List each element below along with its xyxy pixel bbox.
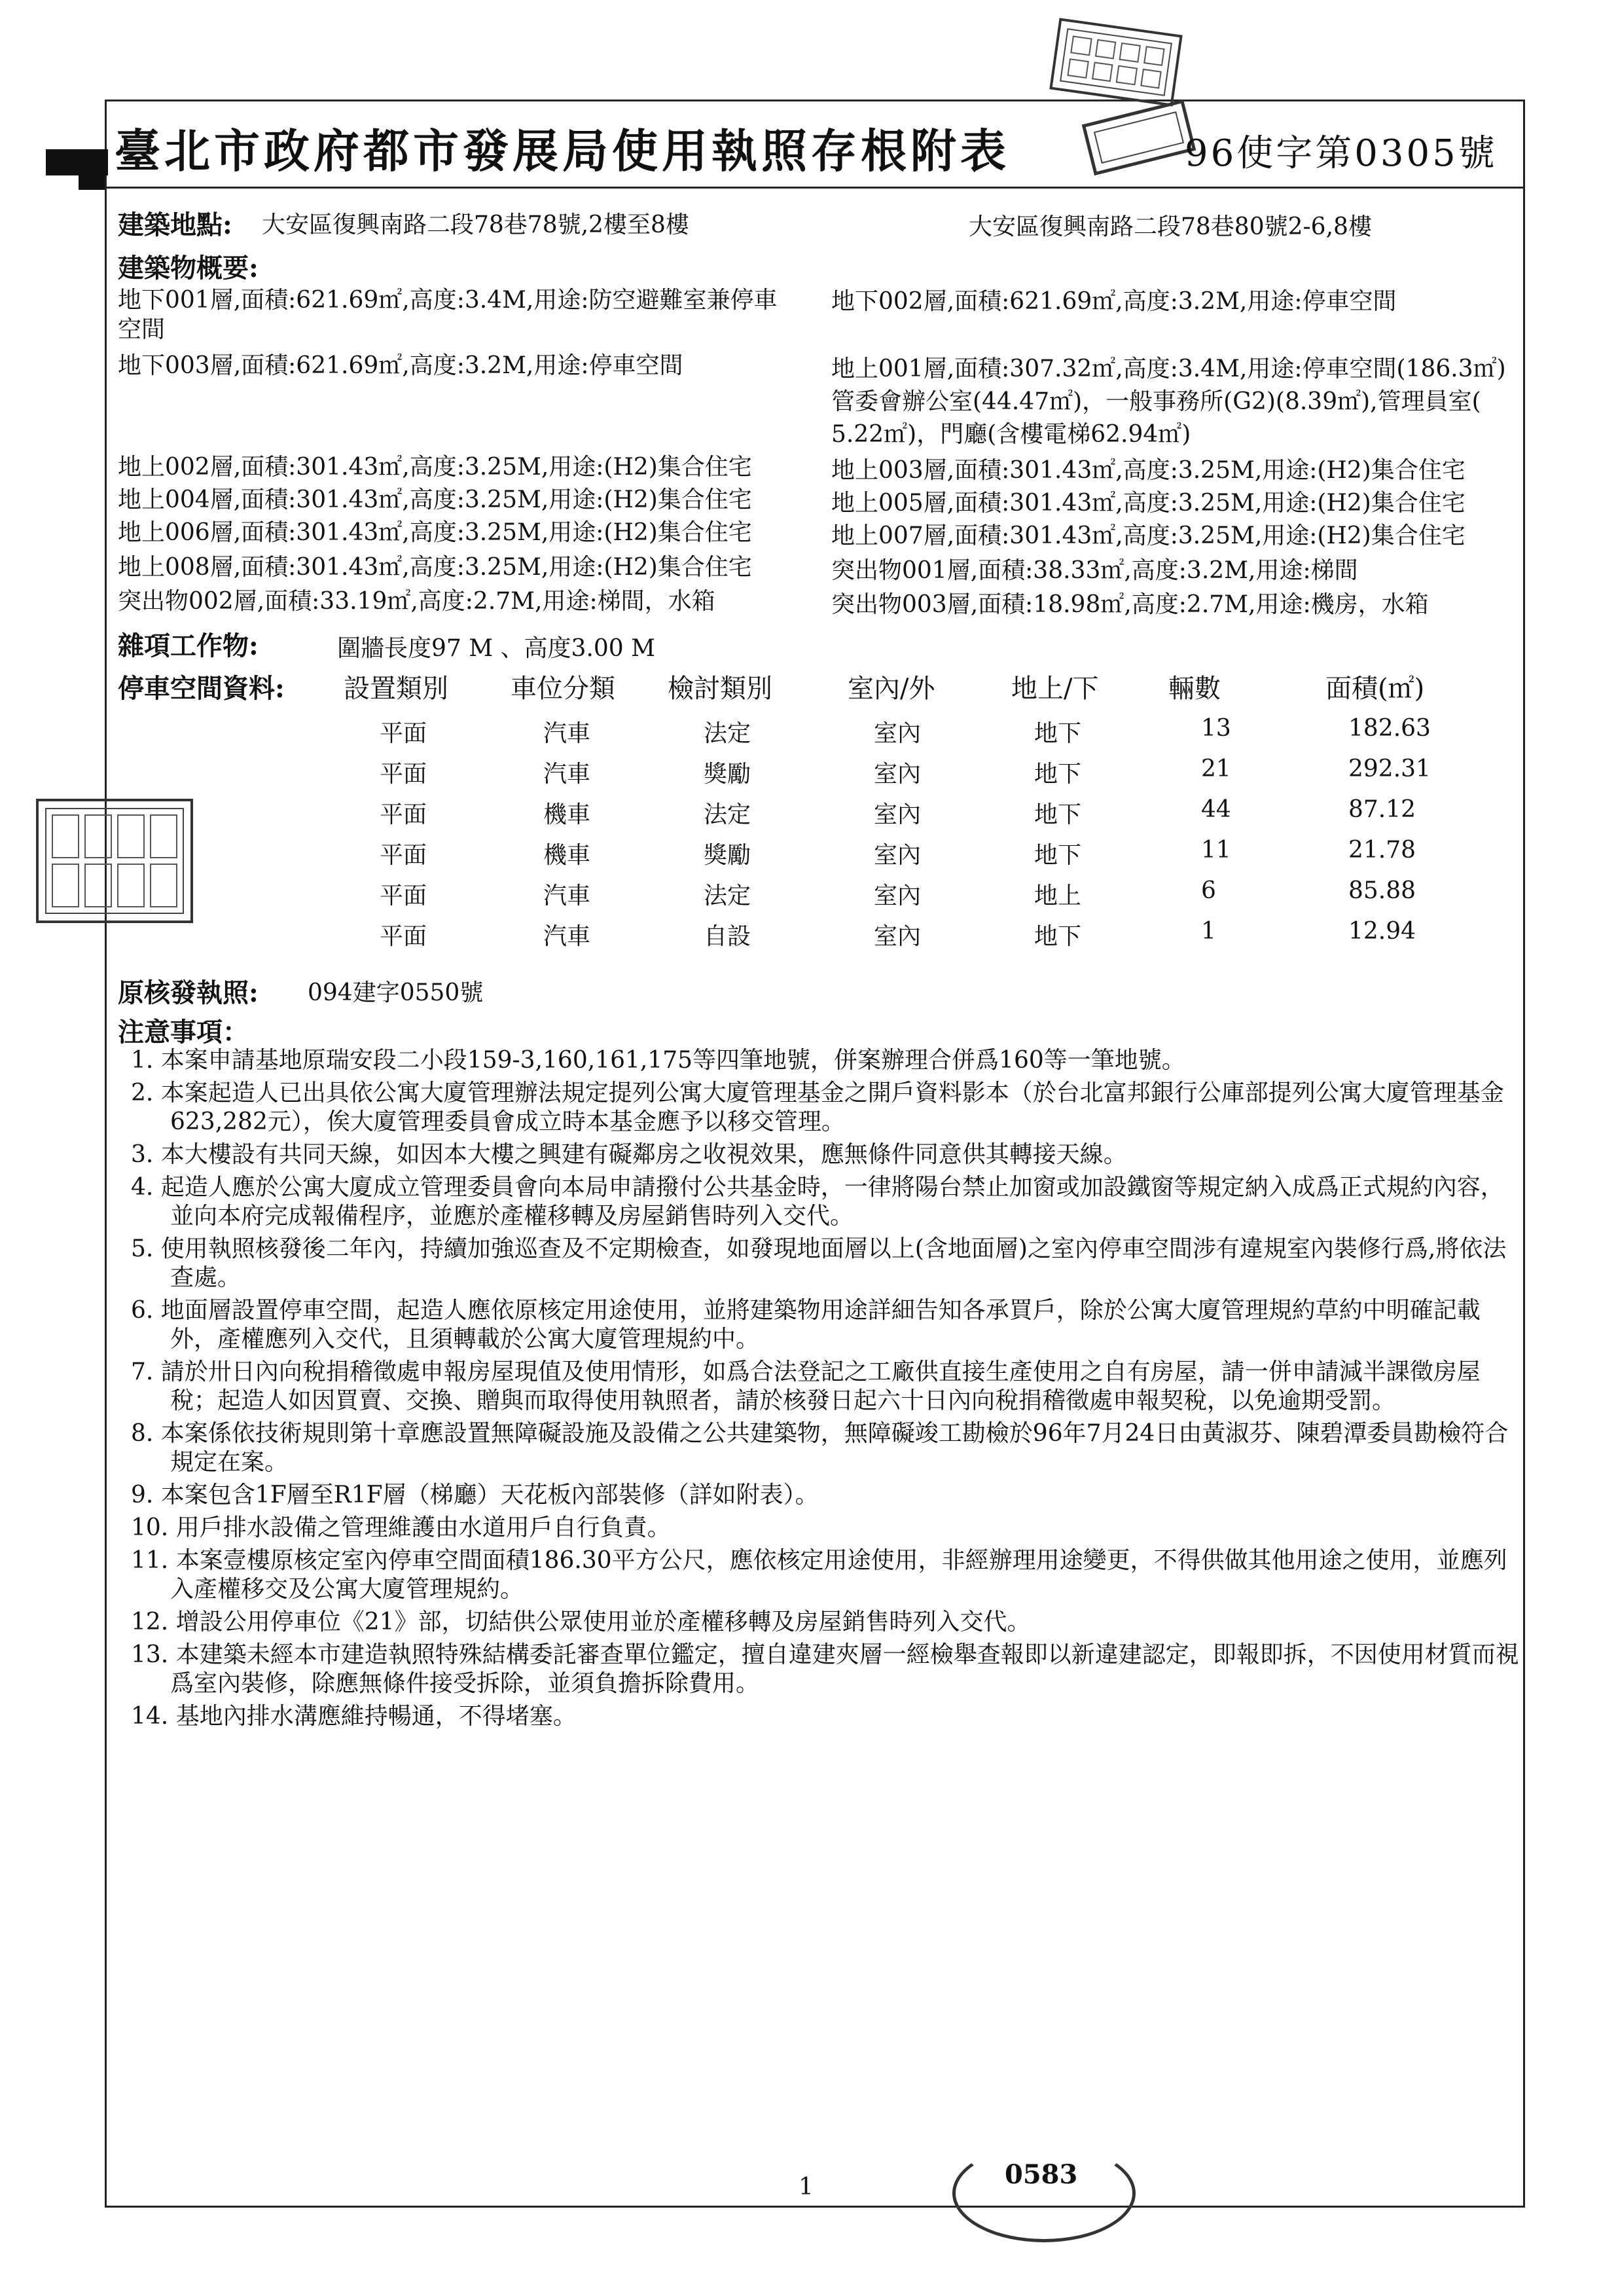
note-item: 3. 本大樓設有共同天線，如因本大樓之興建有礙鄰房之收視效果，應無條件同意供其轉接天線。	[131, 1141, 1127, 1168]
original-permit-value: 094建字0550號	[308, 979, 484, 1006]
overview-left-line: 空間	[118, 316, 166, 343]
parking-cell: 法定	[704, 801, 751, 828]
title-divider	[105, 187, 1525, 189]
parking-header-cell: 地上/下	[1011, 674, 1099, 704]
overview-label: 建築物概要:	[118, 253, 259, 283]
location-address-2: 大安區復興南路二段78巷80號2-6,8樓	[969, 213, 1372, 240]
parking-cell: 機車	[543, 801, 591, 828]
overview-left-line: 地下003層,面積:621.69㎡,高度:3.2M,用途:停車空間	[118, 352, 683, 379]
parking-cell: 平面	[380, 883, 427, 909]
location-label: 建築地點:	[118, 210, 232, 240]
permit-number: 96使字第0305號	[1185, 132, 1498, 175]
overview-right-line: 地上007層,面積:301.43㎡,高度:3.25M,用途:(H2)集合住宅	[831, 522, 1465, 549]
parking-cell: 汽車	[543, 923, 591, 950]
parking-cell: 87.12	[1348, 796, 1416, 823]
overview-left-line: 突出物002層,面積:33.19㎡,高度:2.7M,用途:梯間，水箱	[118, 588, 715, 615]
misc-works-value: 圍牆長度97 M 、高度3.00 M	[337, 635, 656, 662]
parking-header-cell: 檢討類別	[668, 674, 772, 704]
note-item: 8. 本案係依技術規則第十章應設置無障礙設施及設備之公共建築物，無障礙竣工勘檢於96年7月24日由黃淑芬、陳碧潭委員勘檢符合規定在案。	[131, 1420, 1509, 1476]
parking-cell: 地下	[1034, 842, 1082, 869]
parking-cell: 292.31	[1348, 756, 1431, 782]
parking-cell: 平面	[380, 801, 427, 828]
note-item: 5. 使用執照核發後二年內，持續加強巡查及不定期檢查，如發現地面層以上(含地面層)之室內停車空間涉有違規室內裝修行爲,將依法查處。	[131, 1235, 1507, 1291]
note-item: 6. 地面層設置停車空間，起造人應依原核定用途使用，並將建築物用途詳細告知各承買戶，除於公寓大廈管理規約草約中明確記載外，產權應列入交代，且須轉載於公寓大廈管理規約中。	[131, 1297, 1481, 1353]
note-item: 13. 本建築未經本市建造執照特殊結構委託審查單位鑑定，擅自違建夾層一經檢舉查報即以新違建認定，即報即拆，不因使用材質而視爲室內裝修，除應無條件接受拆除，並須負擔拆除費用。	[131, 1641, 1519, 1697]
parking-cell: 21	[1201, 756, 1231, 782]
overview-right-line: 管委會辦公室(44.47㎡)，一般事務所(G2)(8.39㎡),管理員室(	[831, 388, 1481, 415]
parking-cell: 法定	[704, 720, 751, 747]
note-item: 9. 本案包含1F層至R1F層（梯廳）天花板內部裝修（詳如附表）。	[131, 1482, 819, 1508]
parking-cell: 室內	[874, 883, 922, 909]
parking-cell: 法定	[704, 883, 751, 909]
note-item: 2. 本案起造人已出具依公寓大廈管理辦法規定提列公寓大廈管理基金之開戶資料影本（於台北富邦銀行公庫部提列公寓大廈管理基金623,282元），俟大廈管理委員會成立時本基金應予以移交管理。	[131, 1080, 1504, 1135]
original-permit-label: 原核發執照:	[118, 977, 259, 1008]
parking-header-cell: 輛數	[1168, 674, 1221, 704]
parking-cell: 機車	[543, 842, 591, 869]
parking-header-cell: 面積(㎡)	[1325, 674, 1425, 704]
note-item: 1. 本案申請基地原瑞安段二小段159-3,160,161,175等四筆地號，併案辦理合併爲160等一筆地號。	[131, 1047, 1185, 1074]
parking-cell: 室內	[874, 801, 922, 828]
parking-cell: 85.88	[1348, 877, 1416, 904]
notes-label: 注意事項：	[118, 1017, 249, 1048]
parking-header-cell: 車位分類	[511, 674, 615, 704]
overview-left-line: 地上008層,面積:301.43㎡,高度:3.25M,用途:(H2)集合住宅	[118, 554, 752, 581]
note-item: 11. 本案壹樓原核定室內停車空間面積186.30平方公尺，應依核定用途使用，非經辦理用途變更，不得供做其他用途之使用，並應列入產權移交及公寓大廈管理規約。	[131, 1547, 1507, 1603]
overview-left-line: 地上002層,面積:301.43㎡,高度:3.25M,用途:(H2)集合住宅	[118, 454, 752, 481]
parking-header-cell: 設置類別	[344, 674, 448, 704]
location-address-1: 大安區復興南路二段78巷78號,2樓至8樓	[262, 211, 689, 238]
overview-left-line: 地上006層,面積:301.43㎡,高度:3.25M,用途:(H2)集合住宅	[118, 519, 752, 546]
note-item: 14. 基地內排水溝應維持暢通，不得堵塞。	[131, 1703, 577, 1730]
parking-cell: 平面	[380, 842, 427, 869]
note-item: 4. 起造人應於公寓大廈成立管理委員會向本局申請撥付公共基金時，一律將陽台禁止加窗或加設鐵窗等規定納入成爲正式規約內容，並向本府完成報備程序，並應於產權移轉及房屋銷售時列入交代。	[131, 1174, 1504, 1230]
parking-cell: 地下	[1034, 720, 1082, 747]
parking-cell: 12.94	[1348, 918, 1416, 945]
parking-cell: 13	[1201, 715, 1231, 742]
parking-cell: 室內	[874, 761, 922, 788]
parking-label: 停車空間資料:	[118, 673, 285, 704]
parking-cell: 汽車	[543, 720, 591, 747]
parking-cell: 21.78	[1348, 837, 1416, 864]
notes-list	[131, 1046, 1525, 1735]
overview-right-line: 突出物001層,面積:38.33㎡,高度:3.2M,用途:梯間	[831, 557, 1358, 584]
parking-cell: 獎勵	[704, 761, 751, 788]
parking-cell: 地下	[1034, 761, 1082, 788]
parking-cell: 1	[1201, 918, 1216, 945]
parking-cell: 11	[1201, 837, 1231, 864]
parking-cell: 44	[1201, 796, 1231, 823]
page-number: 1	[799, 2174, 814, 2200]
parking-cell: 室內	[874, 720, 922, 747]
overview-left-line: 地下001層,面積:621.69㎡,高度:3.4M,用途:防空避難室兼停車	[118, 287, 778, 314]
overview-right-line: 5.22㎡)，門廳(含樓電梯62.94㎡)	[831, 421, 1191, 448]
note-item: 12. 增設公用停車位《21》部，切結供公眾使用並於產權移轉及房屋銷售時列入交代。	[131, 1609, 1031, 1635]
note-item: 10. 用戶排水設備之管理維護由水道用戶自行負責。	[131, 1514, 671, 1541]
overview-right-line: 地上003層,面積:301.43㎡,高度:3.25M,用途:(H2)集合住宅	[831, 457, 1465, 484]
parking-cell: 自設	[704, 923, 751, 950]
official-seal	[36, 799, 193, 923]
parking-cell: 地下	[1034, 923, 1082, 950]
parking-cell: 獎勵	[704, 842, 751, 869]
overview-right-line: 地上001層,面積:307.32㎡,高度:3.4M,用途:停車空間(186.3㎡)	[831, 355, 1506, 382]
parking-cell: 平面	[380, 761, 427, 788]
overview-right-line: 地上005層,面積:301.43㎡,高度:3.25M,用途:(H2)集合住宅	[831, 490, 1465, 517]
parking-cell: 汽車	[543, 883, 591, 909]
overview-right-line: 地下002層,面積:621.69㎡,高度:3.2M,用途:停車空間	[831, 288, 1397, 315]
page-title: 臺北市政府都市發展局使用執照存根附表	[115, 124, 1010, 178]
top-stamp	[1049, 18, 1182, 106]
overview-right-line: 突出物003層,面積:18.98㎡,高度:2.7M,用途:機房，水箱	[831, 591, 1429, 618]
overview-left-line: 地上004層,面積:301.43㎡,高度:3.25M,用途:(H2)集合住宅	[118, 486, 752, 513]
parking-cell: 地下	[1034, 801, 1082, 828]
parking-cell: 汽車	[543, 761, 591, 788]
footer-stamp-number: 0583	[1005, 2159, 1078, 2190]
parking-cell: 6	[1201, 877, 1216, 904]
parking-cell: 182.63	[1348, 715, 1431, 742]
scan-mark	[79, 170, 105, 190]
parking-cell: 地上	[1034, 883, 1082, 909]
note-item: 7. 請於卅日內向稅捐稽徵處申報房屋現值及使用情形，如爲合法登記之工廠供直接生產使用之自有房屋，請一併申請減半課徵房屋稅；起造人如因買賣、交換、贈與而取得使用執照者，請於核發日起六十日內向稅捐稽徵處申報契稅，以免逾期受罰。	[131, 1358, 1481, 1414]
parking-cell: 室內	[874, 923, 922, 950]
parking-cell: 室內	[874, 842, 922, 869]
parking-cell: 平面	[380, 923, 427, 950]
misc-works-label: 雜項工作物:	[118, 630, 259, 661]
parking-header-cell: 室內/外	[848, 674, 935, 704]
parking-cell: 平面	[380, 720, 427, 747]
